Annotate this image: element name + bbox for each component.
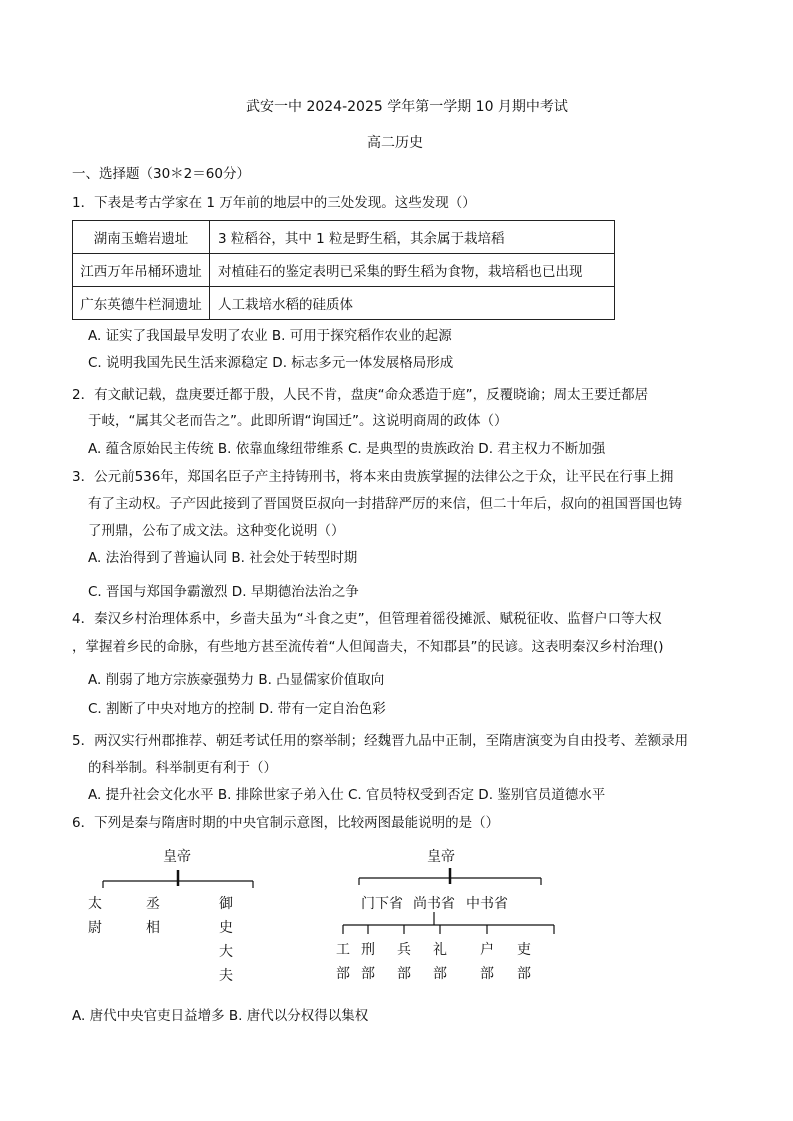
table-cell-finding: 对植硅石的鉴定表明已采集的野生稻为食物，栽培稻也已出现 (210, 254, 615, 287)
question-4-line-2: ，掌握着乡民的命脉，有些地方甚至流传着“人但闻啬夫，不知郡县”的民谚。这表明秦汉乡村治理() (72, 639, 664, 655)
qin-diagram-lines (0, 0, 793, 160)
question-5-line-1: 5．两汉实行州郡推荐、朝廷考试任用的察举制；经魏晋九品中正制，至隋唐演变为自由投考、差额录用 (72, 733, 689, 749)
table-row (73, 254, 615, 287)
suitang-bing-bu: 兵部 (397, 942, 411, 982)
table-cell-finding: 3 粒稻谷，其中 1 粒是野生稻，其余属于栽培稻 (210, 221, 615, 254)
section-heading: 一、选择题（30＊2＝60分） (72, 166, 250, 182)
suitang-shangshu-sheng: 尚书省 (413, 896, 455, 912)
question-3-line-3: 了刑鼎，公布了成文法。这种变化说明（） (88, 523, 345, 539)
suitang-xing-bu: 刑部 (361, 942, 375, 982)
suitang-hu-bu: 户部 (480, 942, 494, 982)
question-2-options: A. 蕴含原始民主传统 B. 依靠血缘纽带维系 C. 是典型的贵族政治 D. 君主权力不断加强 (88, 441, 606, 457)
question-4-options-ab: A. 削弱了地方宗族豪强势力 B. 凸显儒家价值取向 (88, 672, 385, 688)
qin-node-yushidafu: 御史大夫 (219, 896, 233, 984)
table-row (73, 287, 615, 320)
table-cell-site: 广东英德牛栏洞遗址 (73, 287, 210, 320)
question-3-line-1: 3．公元前536年，郑国名臣子产主持铸刑书，将本来由贵族掌握的法律公之于众，让平民在行事上拥 (72, 469, 674, 485)
qin-emperor-label: 皇帝 (163, 849, 191, 865)
suitang-menxia-sheng: 门下省 (361, 896, 403, 912)
table-cell-finding: 人工栽培水稻的硅质体 (210, 287, 615, 320)
suitang-li-bu: 礼部 (433, 942, 447, 982)
question-5-options: A. 提升社会文化水平 B. 排除世家子弟入仕 C. 官员特权受到否定 D. 鉴别官员道德水平 (88, 787, 606, 803)
table-cell-site: 湖南玉蟾岩遗址 (73, 221, 210, 254)
qin-node-taiwei: 太尉 (88, 896, 102, 936)
question-1-options-ab: A. 证实了我国最早发明了农业 B. 可用于探究稻作农业的起源 (88, 328, 452, 344)
question-2-line-1: 2．有文献记载，盘庚要迁都于殷，人民不肯，盘庚“命众悉造于庭”，反覆晓谕；周太王要迁都居 (72, 387, 649, 403)
suitang-zhongshu-sheng: 中书省 (466, 896, 508, 912)
suitang-gong-bu: 工部 (336, 942, 350, 982)
suitang-li-bu-officials: 吏部 (517, 942, 531, 982)
question-1-stem: 1．下表是考古学家在 1 万年前的地层中的三处发现。这些发现（） (72, 195, 476, 211)
qin-node-chengxiang: 丞相 (146, 896, 160, 936)
question-5-line-2: 的科举制。科举制更有利于（） (88, 760, 277, 776)
question-3-line-2: 有了主动权。子产因此接到了晋国贤臣叔向一封措辞严厉的来信，但二十年后，叔向的祖国晋国也铸 (88, 496, 682, 512)
table-cell-site: 江西万年吊桶环遗址 (73, 254, 210, 287)
exam-title: 武安一中 2024-2025 学年第一学期 10 月期中考试 (246, 99, 568, 115)
question-4-line-1: 4．秦汉乡村治理体系中，乡啬夫虽为“斗食之吏”，但管理着徭役摊派、赋税征收、监督户口等大权 (72, 611, 662, 627)
question-4-options-cd: C. 割断了中央对地方的控制 D. 带有一定自治色彩 (88, 701, 386, 717)
question-1-table (72, 220, 615, 320)
question-6-stem: 6．下列是秦与隋唐时期的中央官制示意图，比较两图最能说明的是（） (72, 815, 500, 831)
question-3-options-ab: A. 法治得到了普遍认同 B. 社会处于转型时期 (88, 550, 358, 566)
suitang-emperor-label: 皇帝 (427, 849, 455, 865)
question-3-options-cd: C. 晋国与郑国争霸激烈 D. 早期德治法治之争 (88, 584, 359, 600)
subject-title: 高二历史 (367, 135, 423, 151)
question-1-options-cd: C. 说明我国先民生活来源稳定 D. 标志多元一体发展格局形成 (88, 355, 454, 371)
table-row (73, 221, 615, 254)
question-2-line-2: 于岐，“属其父老而告之”。此即所谓“询国迁”。这说明商周的政体（） (88, 413, 508, 429)
question-6-options: A. 唐代中央官吏日益增多 B. 唐代以分权得以集权 (72, 1008, 369, 1024)
